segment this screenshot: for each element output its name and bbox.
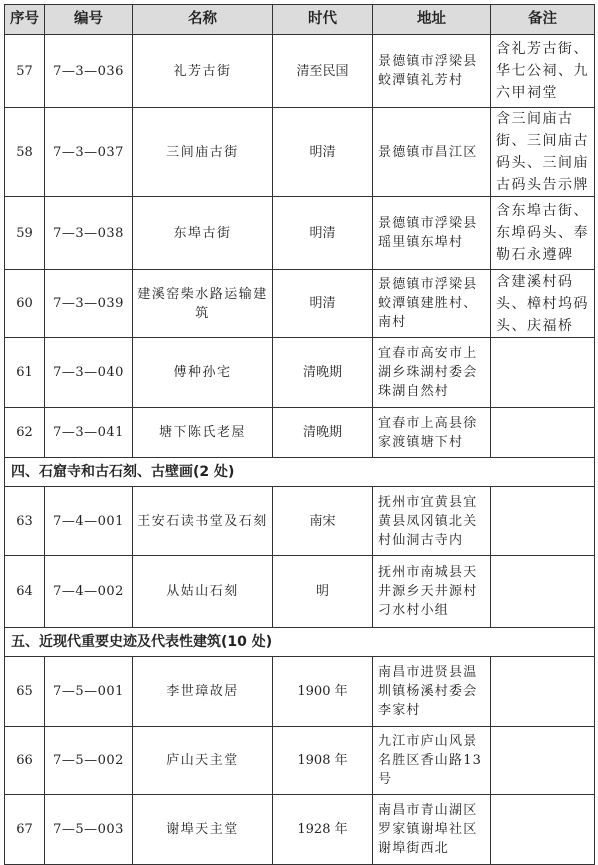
table-row (5, 338, 595, 408)
table-row (5, 556, 595, 628)
cell-no: 57 (5, 35, 45, 108)
cell-address: 南昌市青山湖区罗家镇谢埠社区谢埠街西北 (373, 795, 491, 865)
header-row (5, 5, 595, 35)
cell-note (491, 657, 595, 727)
cell-code: 7—4—001 (45, 487, 133, 556)
table-row (5, 657, 595, 727)
cell-address: 抚州市宜黄县宜黄县凤冈镇北关村仙洞古寺内 (373, 487, 491, 556)
cell-no: 61 (5, 338, 45, 408)
cell-code: 7—3—036 (45, 35, 133, 108)
table-row (5, 108, 595, 197)
cell-code: 7—5—002 (45, 727, 133, 795)
cell-no: 58 (5, 108, 45, 197)
cell-code: 7—4—002 (45, 556, 133, 628)
cell-address: 南昌市进贤县温圳镇杨溪村委会李家村 (373, 657, 491, 727)
cell-era: 明清 (273, 270, 373, 338)
section-heading: 四、石窟寺和古石刻、古壁画(2 处) (5, 458, 595, 487)
cell-address: 宜春市上高县徐家渡镇塘下村 (373, 408, 491, 458)
cell-no: 66 (5, 727, 45, 795)
cell-era: 清至民国 (273, 35, 373, 108)
cell-note (491, 487, 595, 556)
header-name: 名称 (133, 5, 273, 35)
cell-code: 7—3—040 (45, 338, 133, 408)
cell-address: 景德镇市昌江区 (373, 108, 491, 197)
cell-era: 明清 (273, 108, 373, 197)
cell-name: 塘下陈氏老屋 (133, 408, 273, 458)
cell-no: 63 (5, 487, 45, 556)
cell-era: 1928 年 (273, 795, 373, 865)
cell-code: 7—3—037 (45, 108, 133, 197)
cell-code: 7—5—001 (45, 657, 133, 727)
cell-note: 含东埠古街、东埠码头、奉勒石永遵碑 (491, 197, 595, 270)
cell-code: 7—5—003 (45, 795, 133, 865)
cell-address: 景德镇市浮梁县瑶里镇东埠村 (373, 197, 491, 270)
cell-address: 九江市庐山风景名胜区香山路13 号 (373, 727, 491, 795)
cell-name: 谢埠天主堂 (133, 795, 273, 865)
cell-name: 礼芳古街 (133, 35, 273, 108)
cell-name: 建溪窑柴水路运输建筑 (133, 270, 273, 338)
cell-era: 1900 年 (273, 657, 373, 727)
cell-note: 含三间庙古街、三间庙古码头、三间庙古码头告示牌 (491, 108, 595, 197)
table-row (5, 727, 595, 795)
cell-note: 含建溪村码头、樟村坞码头、庆福桥 (491, 270, 595, 338)
cell-no: 67 (5, 795, 45, 865)
header-code: 编号 (45, 5, 133, 35)
cell-address: 宜春市高安市上湖乡珠湖村委会珠湖自然村 (373, 338, 491, 408)
header-address: 地址 (373, 5, 491, 35)
cell-name: 傅种孙宅 (133, 338, 273, 408)
table-row (5, 487, 595, 556)
cell-address: 景德镇市浮梁县蛟潭镇礼芳村 (373, 35, 491, 108)
cell-code: 7—3—041 (45, 408, 133, 458)
cell-note (491, 408, 595, 458)
cell-note (491, 556, 595, 628)
header-note: 备注 (491, 5, 595, 35)
cell-code: 7—3—039 (45, 270, 133, 338)
header-no: 序号 (5, 5, 45, 35)
cell-no: 60 (5, 270, 45, 338)
cell-code: 7—3—038 (45, 197, 133, 270)
cell-name: 王安石读书堂及石刻 (133, 487, 273, 556)
cell-era: 明清 (273, 197, 373, 270)
cell-note (491, 727, 595, 795)
table-row (5, 795, 595, 865)
header-era: 时代 (273, 5, 373, 35)
section-row (5, 628, 595, 657)
cell-name: 东埠古街 (133, 197, 273, 270)
cell-no: 59 (5, 197, 45, 270)
cell-no: 65 (5, 657, 45, 727)
cell-era: 清晚期 (273, 408, 373, 458)
section-heading: 五、近现代重要史迹及代表性建筑(10 处) (5, 628, 595, 657)
cell-era: 1908 年 (273, 727, 373, 795)
table-row (5, 197, 595, 270)
cell-address: 抚州市南城县天井源乡天井源村刁水村小组 (373, 556, 491, 628)
cell-name: 三间庙古街 (133, 108, 273, 197)
cell-note: 含礼芳古街、华七公祠、九六甲祠堂 (491, 35, 595, 108)
cell-era: 南宋 (273, 487, 373, 556)
cell-era: 清晚期 (273, 338, 373, 408)
heritage-table (4, 4, 595, 865)
cell-note (491, 338, 595, 408)
section-row (5, 458, 595, 487)
cell-note (491, 795, 595, 865)
table-row (5, 35, 595, 108)
cell-era: 明 (273, 556, 373, 628)
cell-no: 62 (5, 408, 45, 458)
cell-address: 景德镇市浮梁县蛟潭镇建胜村、南村 (373, 270, 491, 338)
cell-name: 庐山天主堂 (133, 727, 273, 795)
cell-name: 李世璋故居 (133, 657, 273, 727)
table-row (5, 408, 595, 458)
table-row (5, 270, 595, 338)
cell-name: 从姑山石刻 (133, 556, 273, 628)
cell-no: 64 (5, 556, 45, 628)
